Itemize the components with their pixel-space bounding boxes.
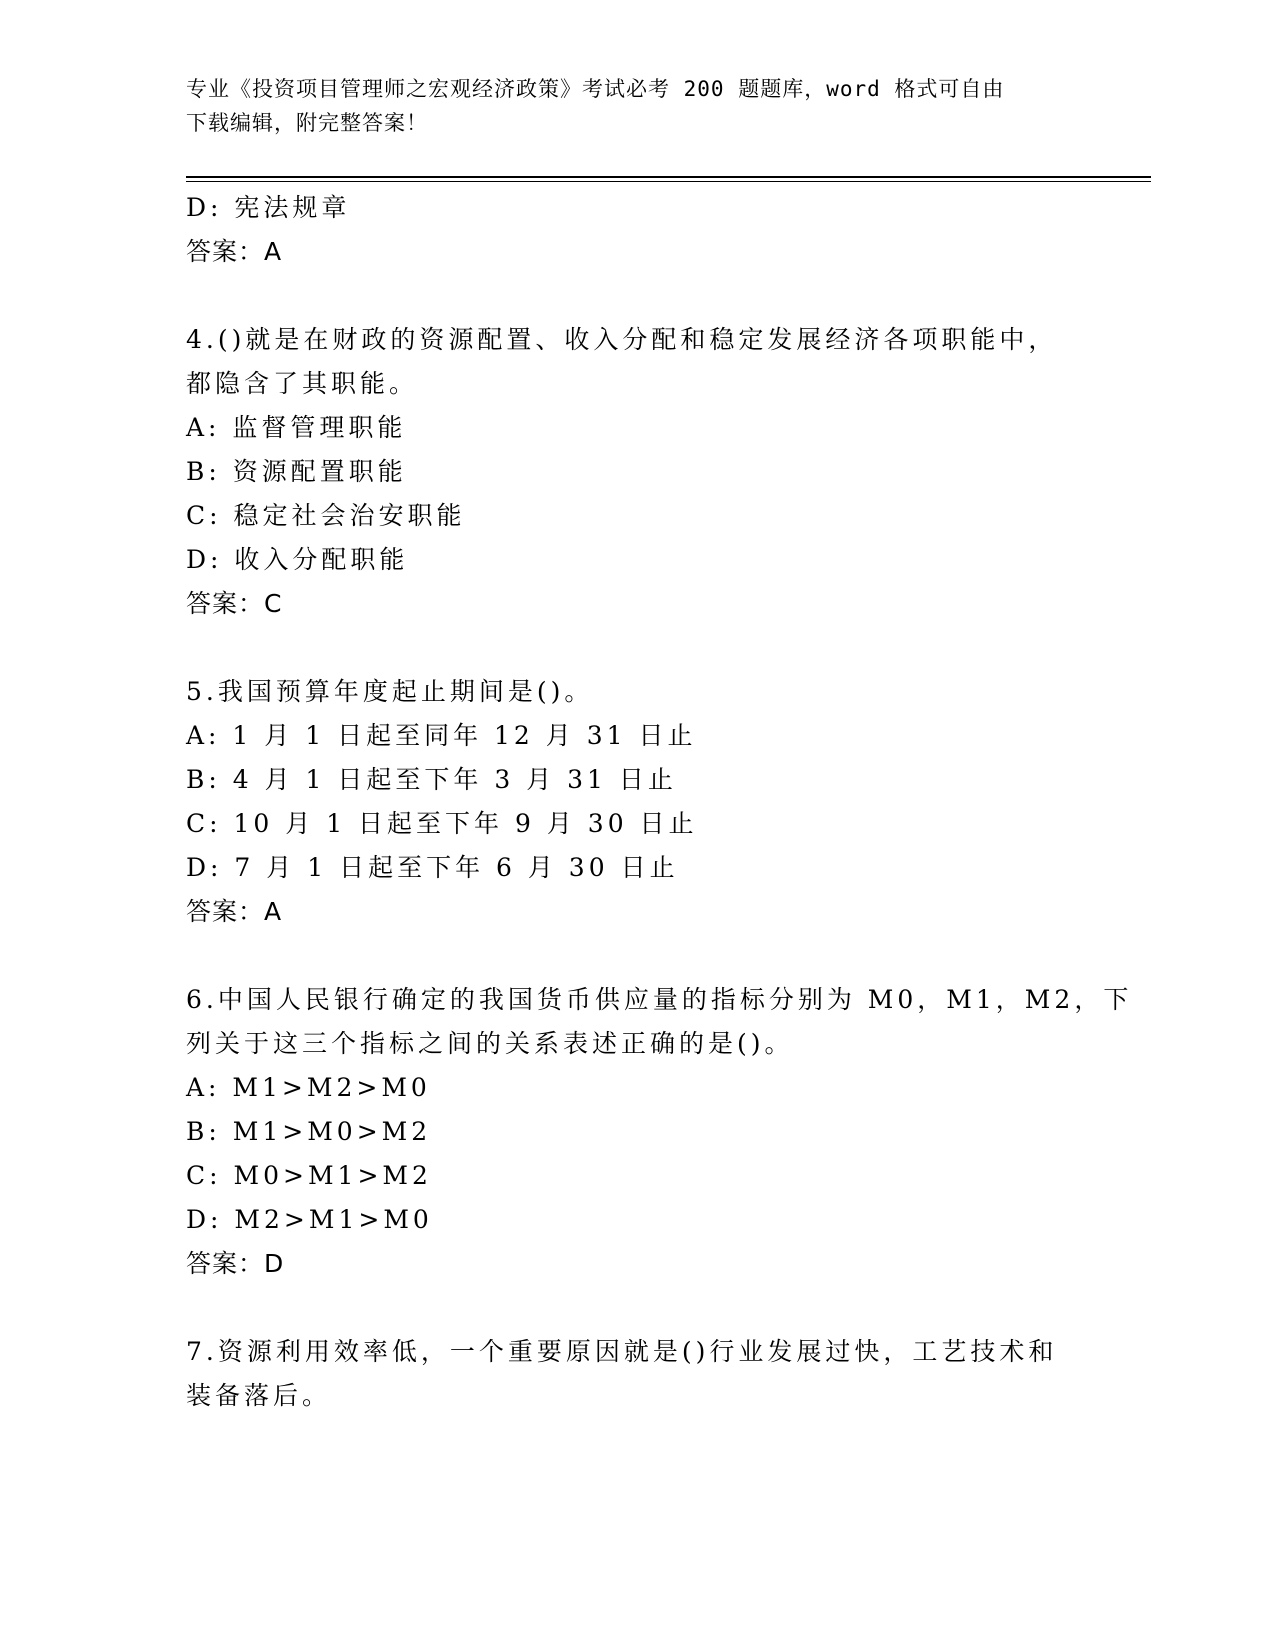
q5-option-d: D: 7 月 1 日起至下年 6 月 30 日止 <box>186 853 679 882</box>
q5-stem-line-1: 5.我国预算年度起止期间是()。 <box>186 677 594 706</box>
q3-answer: 答案：A <box>186 237 283 266</box>
q6-option-d: D: M2>M1>M0 <box>186 1205 433 1234</box>
q4-option-a: A: 监督管理职能 <box>186 413 407 442</box>
header-line-1: 专业《投资项目管理师之宏观经济政策》考试必考 200 题题库，word 格式可自由 <box>186 77 1005 101</box>
document-header <box>186 72 1066 140</box>
q7-stem-line-2: 装备落后。 <box>186 1381 332 1410</box>
q5-answer: 答案：A <box>186 897 283 926</box>
q5-option-b: B: 4 月 1 日起至下年 3 月 31 日止 <box>186 765 677 794</box>
q4-option-b: B: 资源配置职能 <box>186 457 407 486</box>
q5-option-c: C: 10 月 1 日起至下年 9 月 30 日止 <box>186 809 698 838</box>
q5-option-a: A: 1 月 1 日起至同年 12 月 31 日止 <box>186 721 697 750</box>
q4-answer: 答案：C <box>186 589 283 618</box>
q4-stem-line-2: 都隐含了其职能。 <box>186 369 419 398</box>
q7-stem-line-1: 7.资源利用效率低，一个重要原因就是()行业发展过快，工艺技术和 <box>186 1337 1058 1366</box>
q4-stem-line-1: 4.()就是在财政的资源配置、收入分配和稳定发展经济各项职能中， <box>186 325 1058 354</box>
q6-stem-line-1: 6.中国人民银行确定的我国货币供应量的指标分别为 M0，M1，M2，下 <box>186 985 1133 1014</box>
q3-option-d: D: 宪法规章 <box>186 193 351 222</box>
q4-option-d: D: 收入分配职能 <box>186 545 409 574</box>
q6-option-a: A: M1>M2>M0 <box>186 1073 431 1102</box>
header-divider-thin <box>186 181 1151 182</box>
q6-answer: 答案：D <box>186 1249 285 1278</box>
q4-option-c: C: 稳定社会治安职能 <box>186 501 466 530</box>
header-divider-thick <box>186 176 1151 178</box>
q6-option-c: C: M0>M1>M2 <box>186 1161 432 1190</box>
q6-stem-line-2: 列关于这三个指标之间的关系表述正确的是()。 <box>186 1029 794 1058</box>
q6-option-b: B: M1>M0>M2 <box>186 1117 432 1146</box>
header-line-2: 下载编辑，附完整答案！ <box>186 111 428 135</box>
